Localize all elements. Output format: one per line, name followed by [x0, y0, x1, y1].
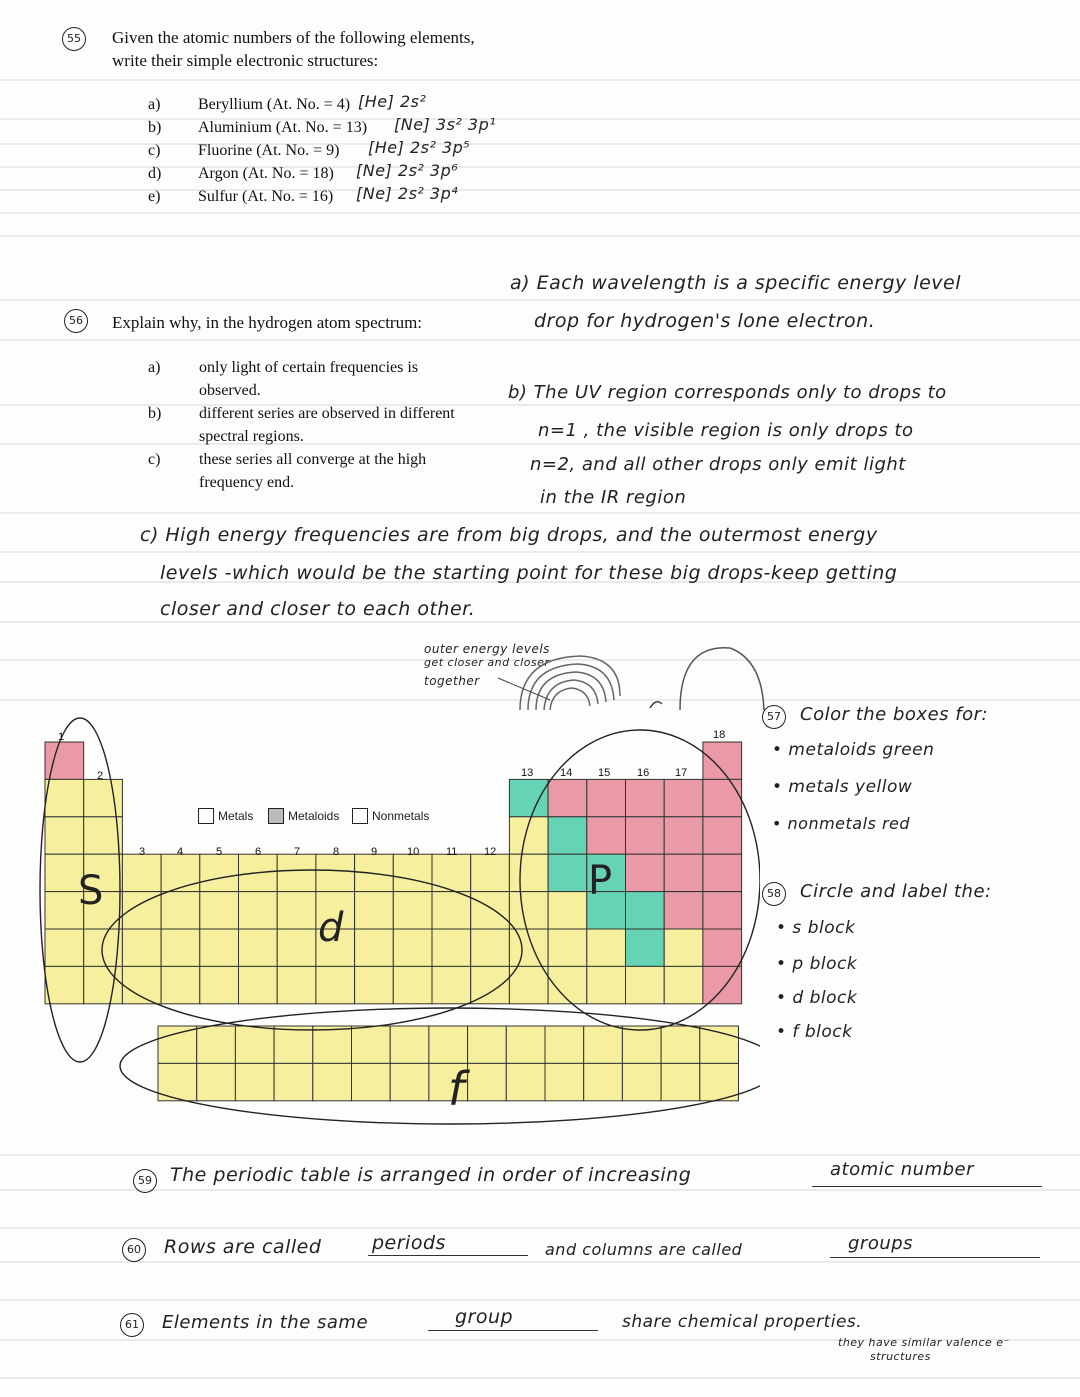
f-block-element-cell — [274, 1026, 313, 1063]
metal-element-cell — [316, 854, 355, 891]
q56-prompt: Explain why, in the hydrogen atom spectrum: — [112, 313, 423, 332]
group-number-label: 9 — [371, 846, 378, 858]
q55-item-text: Sulfur (At. No. = 16) — [198, 188, 334, 205]
metal-element-cell — [509, 854, 548, 891]
nonmetal-element-cell — [548, 779, 587, 816]
q55-item-text: Fluorine (At. No. = 9) — [198, 142, 340, 159]
f-block-element-cell — [545, 1063, 584, 1100]
q55-prompt-line1: Given the atomic numbers of the following elements, — [112, 28, 475, 47]
metal-element-cell — [200, 966, 239, 1003]
metal-element-cell — [161, 929, 200, 966]
group-number-label: 7 — [294, 846, 301, 858]
metal-element-cell — [45, 966, 84, 1003]
metal-element-cell — [277, 892, 316, 929]
group-number-label: 17 — [675, 767, 688, 779]
f-block-element-cell — [584, 1063, 623, 1100]
energy-levels-note: get closer and closer — [424, 656, 550, 669]
energy-levels-note: together — [424, 674, 480, 688]
f-block-element-cell — [352, 1063, 391, 1100]
group-number-label: 16 — [637, 767, 650, 779]
metal-element-cell — [161, 966, 200, 1003]
nonmetal-element-cell — [703, 817, 742, 854]
metal-element-cell — [84, 779, 123, 816]
f-block-element-cell — [545, 1026, 584, 1063]
q56-answer-b-line2: n=1 , the visible region is only drops to — [538, 420, 914, 441]
metal-element-cell — [509, 966, 548, 1003]
q56-item-letter: c) — [148, 451, 161, 468]
nonmetal-element-cell — [664, 779, 703, 816]
q57-item: • metaloids green — [772, 740, 935, 760]
question-58-number: 58 — [762, 882, 786, 906]
metal-element-cell — [239, 966, 278, 1003]
q56-item-letter: b) — [148, 405, 162, 422]
q55-item-text: Beryllium (At. No. = 4) — [198, 96, 351, 113]
q61-text1: Elements in the same — [162, 1312, 369, 1333]
metal-element-cell — [239, 892, 278, 929]
f-block-element-cell — [661, 1026, 700, 1063]
metal-element-cell — [277, 966, 316, 1003]
q61-note: structures — [870, 1350, 931, 1363]
legend-metals — [198, 808, 253, 824]
question-61-number: 61 — [120, 1313, 144, 1337]
q56-item-line2: spectral regions. — [199, 428, 304, 445]
q56-item-letter: a) — [148, 359, 161, 376]
q58-title: Circle and label the: — [800, 881, 992, 902]
q55-item-letter: c) — [148, 142, 161, 159]
q57-title: Color the boxes for: — [800, 704, 989, 725]
metal-element-cell — [200, 892, 239, 929]
f-block-element-cell — [506, 1063, 545, 1100]
q60-answer2-line — [830, 1257, 1040, 1258]
metal-element-cell — [355, 966, 394, 1003]
q56-answer-b-line3: n=2, and all other drops only emit light — [530, 454, 906, 475]
nonmetal-element-cell — [626, 854, 665, 891]
f-block-element-cell — [468, 1026, 507, 1063]
nonmetal-element-cell — [626, 779, 665, 816]
metal-element-cell — [239, 929, 278, 966]
f-block-element-cell — [352, 1026, 391, 1063]
f-block-element-cell — [390, 1063, 429, 1100]
q60-answer2: groups — [848, 1233, 914, 1254]
q55-item-text: Aluminium (At. No. = 13) — [198, 119, 368, 136]
group-number-label: 12 — [484, 846, 497, 858]
metal-element-cell — [200, 929, 239, 966]
q59-answer-line — [812, 1186, 1042, 1187]
legend-metals-swatch — [198, 808, 214, 824]
q56-answer-c-line1: c) High energy frequencies are from big drops, and the outermost energy — [140, 524, 878, 546]
q56-answer-c-line3: closer and closer to each other. — [160, 598, 476, 620]
nonmetal-element-cell — [703, 779, 742, 816]
q58-item: • s block — [776, 918, 856, 938]
f-block-element-cell — [622, 1063, 661, 1100]
question-56-number: 56 — [64, 309, 88, 333]
q56-answer-a-line2: drop for hydrogen's lone electron. — [534, 310, 876, 332]
group-number-label: 1 — [58, 731, 65, 743]
metal-element-cell — [355, 892, 394, 929]
group-number-label: 18 — [713, 729, 726, 741]
group-number-label: 14 — [560, 767, 573, 779]
f-block-element-cell — [700, 1026, 739, 1063]
group-number-label: 11 — [446, 846, 458, 858]
q56-item-line2: observed. — [199, 382, 261, 399]
metaloid-element-cell — [548, 854, 587, 891]
metal-element-cell — [509, 892, 548, 929]
f-block-element-cell — [235, 1026, 274, 1063]
q56-item-line1: only light of certain frequencies is — [199, 359, 419, 376]
q55-item-answer: [Ne] 2s² 3p⁶ — [356, 161, 459, 180]
metal-element-cell — [548, 892, 587, 929]
q61-note: they have similar valence e⁻ — [838, 1336, 1010, 1349]
f-block-element-cell — [197, 1063, 236, 1100]
metal-element-cell — [84, 966, 123, 1003]
metal-element-cell — [432, 929, 471, 966]
metal-element-cell — [45, 779, 84, 816]
q55-item-letter: a) — [148, 96, 161, 113]
q57-item: • nonmetals red — [772, 814, 911, 833]
group-number-label: 4 — [177, 846, 184, 858]
metal-element-cell — [587, 929, 626, 966]
nonmetal-element-cell — [703, 742, 742, 779]
metal-element-cell — [122, 854, 161, 891]
f-block-element-cell — [313, 1026, 352, 1063]
question-55-number: 55 — [62, 27, 86, 51]
q55-prompt-line2: write their simple electronic structures: — [112, 51, 379, 70]
f-block-element-cell — [235, 1063, 274, 1100]
metal-element-cell — [432, 966, 471, 1003]
metal-element-cell — [471, 854, 510, 891]
f-block-element-cell — [197, 1026, 236, 1063]
nonmetal-element-cell — [587, 779, 626, 816]
f-block-element-cell — [661, 1063, 700, 1100]
legend-metaloids — [268, 808, 339, 824]
f-block-element-cell — [468, 1063, 507, 1100]
metal-element-cell — [355, 929, 394, 966]
group-number-label: 2 — [97, 770, 104, 782]
q60-answer1: periods — [372, 1232, 446, 1254]
metal-element-cell — [161, 892, 200, 929]
legend-nonmetals-label: Nonmetals — [372, 809, 430, 823]
f-block-element-cell — [158, 1026, 197, 1063]
metal-element-cell — [45, 929, 84, 966]
nonmetal-element-cell — [587, 817, 626, 854]
q60-text2: and columns are called — [545, 1240, 743, 1259]
f-block-element-cell — [274, 1063, 313, 1100]
legend-metaloids-swatch — [268, 808, 284, 824]
metal-element-cell — [45, 817, 84, 854]
q56-answer-b-line4: in the IR region — [540, 487, 687, 508]
q61-answer-line — [428, 1330, 598, 1331]
nonmetal-element-cell — [703, 854, 742, 891]
nonmetal-element-cell — [664, 817, 703, 854]
legend-nonmetals — [352, 808, 429, 824]
group-number-label: 5 — [216, 846, 223, 858]
nonmetal-element-cell — [664, 892, 703, 929]
metaloid-element-cell — [548, 817, 587, 854]
f-block-element-cell — [506, 1026, 545, 1063]
metal-element-cell — [122, 929, 161, 966]
metal-element-cell — [161, 854, 200, 891]
q60-answer1-line — [368, 1255, 528, 1256]
nonmetal-element-cell — [626, 817, 665, 854]
metal-element-cell — [471, 966, 510, 1003]
f-block-element-cell — [584, 1026, 623, 1063]
legend-metaloids-label: Metaloids — [288, 809, 340, 823]
s-block-label: S — [78, 868, 104, 914]
metal-element-cell — [393, 854, 432, 891]
question-59-number: 59 — [133, 1169, 157, 1193]
d-block-label: d — [318, 905, 344, 951]
q56-item-line1: these series all converge at the high — [199, 451, 427, 468]
f-block-element-cell — [429, 1026, 468, 1063]
q56-item-line2: frequency end. — [199, 474, 295, 491]
q58-item: • d block — [776, 988, 858, 1008]
metaloid-element-cell — [626, 929, 665, 966]
q55-item-answer: [He] 2s² 3p⁵ — [368, 138, 471, 157]
q55-item-letter: d) — [148, 165, 162, 182]
metal-element-cell — [626, 966, 665, 1003]
q56-answer-b-line1: b) The UV region corresponds only to drops to — [508, 382, 947, 403]
metal-element-cell — [200, 854, 239, 891]
question-60-number: 60 — [122, 1238, 146, 1262]
legend-metals-label: Metals — [218, 809, 254, 823]
metal-element-cell — [277, 854, 316, 891]
q57-item: • metals yellow — [772, 777, 913, 797]
group-number-label: 13 — [521, 767, 534, 779]
metal-element-cell — [432, 892, 471, 929]
group-number-label: 8 — [333, 846, 340, 858]
metal-element-cell — [393, 892, 432, 929]
metaloid-element-cell — [509, 779, 548, 816]
metal-element-cell — [587, 966, 626, 1003]
metal-element-cell — [122, 966, 161, 1003]
nonmetal-element-cell — [703, 929, 742, 966]
q55-item-answer: [He] 2s² — [358, 92, 427, 111]
q55-item-answer: [Ne] 3s² 3p¹ — [394, 115, 497, 134]
q55-item-answer: [Ne] 2s² 3p⁴ — [356, 184, 459, 203]
legend-nonmetals-swatch — [352, 808, 368, 824]
nonmetal-element-cell — [703, 966, 742, 1003]
f-block-element-cell — [313, 1063, 352, 1100]
q55-item-letter: b) — [148, 119, 162, 136]
metal-element-cell — [471, 892, 510, 929]
metal-element-cell — [393, 966, 432, 1003]
metal-element-cell — [664, 966, 703, 1003]
metal-element-cell — [664, 929, 703, 966]
group-number-label: 10 — [407, 846, 420, 858]
nonmetal-element-cell — [703, 892, 742, 929]
metal-element-cell — [277, 929, 316, 966]
q61-text2: share chemical properties. — [622, 1312, 863, 1332]
metal-element-cell — [471, 929, 510, 966]
metal-element-cell — [548, 929, 587, 966]
q58-item: • f block — [776, 1022, 853, 1042]
q61-answer: group — [455, 1306, 514, 1328]
q55-item-letter: e) — [148, 188, 161, 205]
f-block-element-cell — [390, 1026, 429, 1063]
f-block-element-cell — [700, 1063, 739, 1100]
group-number-label: 15 — [598, 767, 611, 779]
q60-text1: Rows are called — [164, 1236, 322, 1258]
metal-element-cell — [316, 966, 355, 1003]
q59-text: The periodic table is arranged in order of increasing — [170, 1164, 692, 1186]
q58-item: • p block — [776, 954, 858, 974]
q56-item-line1: different series are observed in different — [199, 405, 455, 422]
group-number-label: 6 — [255, 846, 262, 858]
periodic-table — [0, 700, 760, 1140]
q56-answer-c-line2: levels -which would be the starting point for these big drops-keep getting — [160, 562, 898, 584]
q59-answer: atomic number — [830, 1159, 975, 1180]
nonmetal-element-cell — [664, 854, 703, 891]
metaloid-element-cell — [626, 892, 665, 929]
question-57-number: 57 — [762, 705, 786, 729]
f-block-element-cell — [622, 1026, 661, 1063]
q55-item-text: Argon (At. No. = 18) — [198, 165, 334, 182]
f-block-label: f — [448, 1062, 465, 1116]
q56-answer-a-line1: a) Each wavelength is a specific energy level — [510, 272, 961, 294]
p-block-label: P — [588, 858, 613, 904]
metal-element-cell — [393, 929, 432, 966]
energy-levels-note: outer energy levels — [424, 642, 550, 656]
group-number-label: 3 — [139, 846, 146, 858]
